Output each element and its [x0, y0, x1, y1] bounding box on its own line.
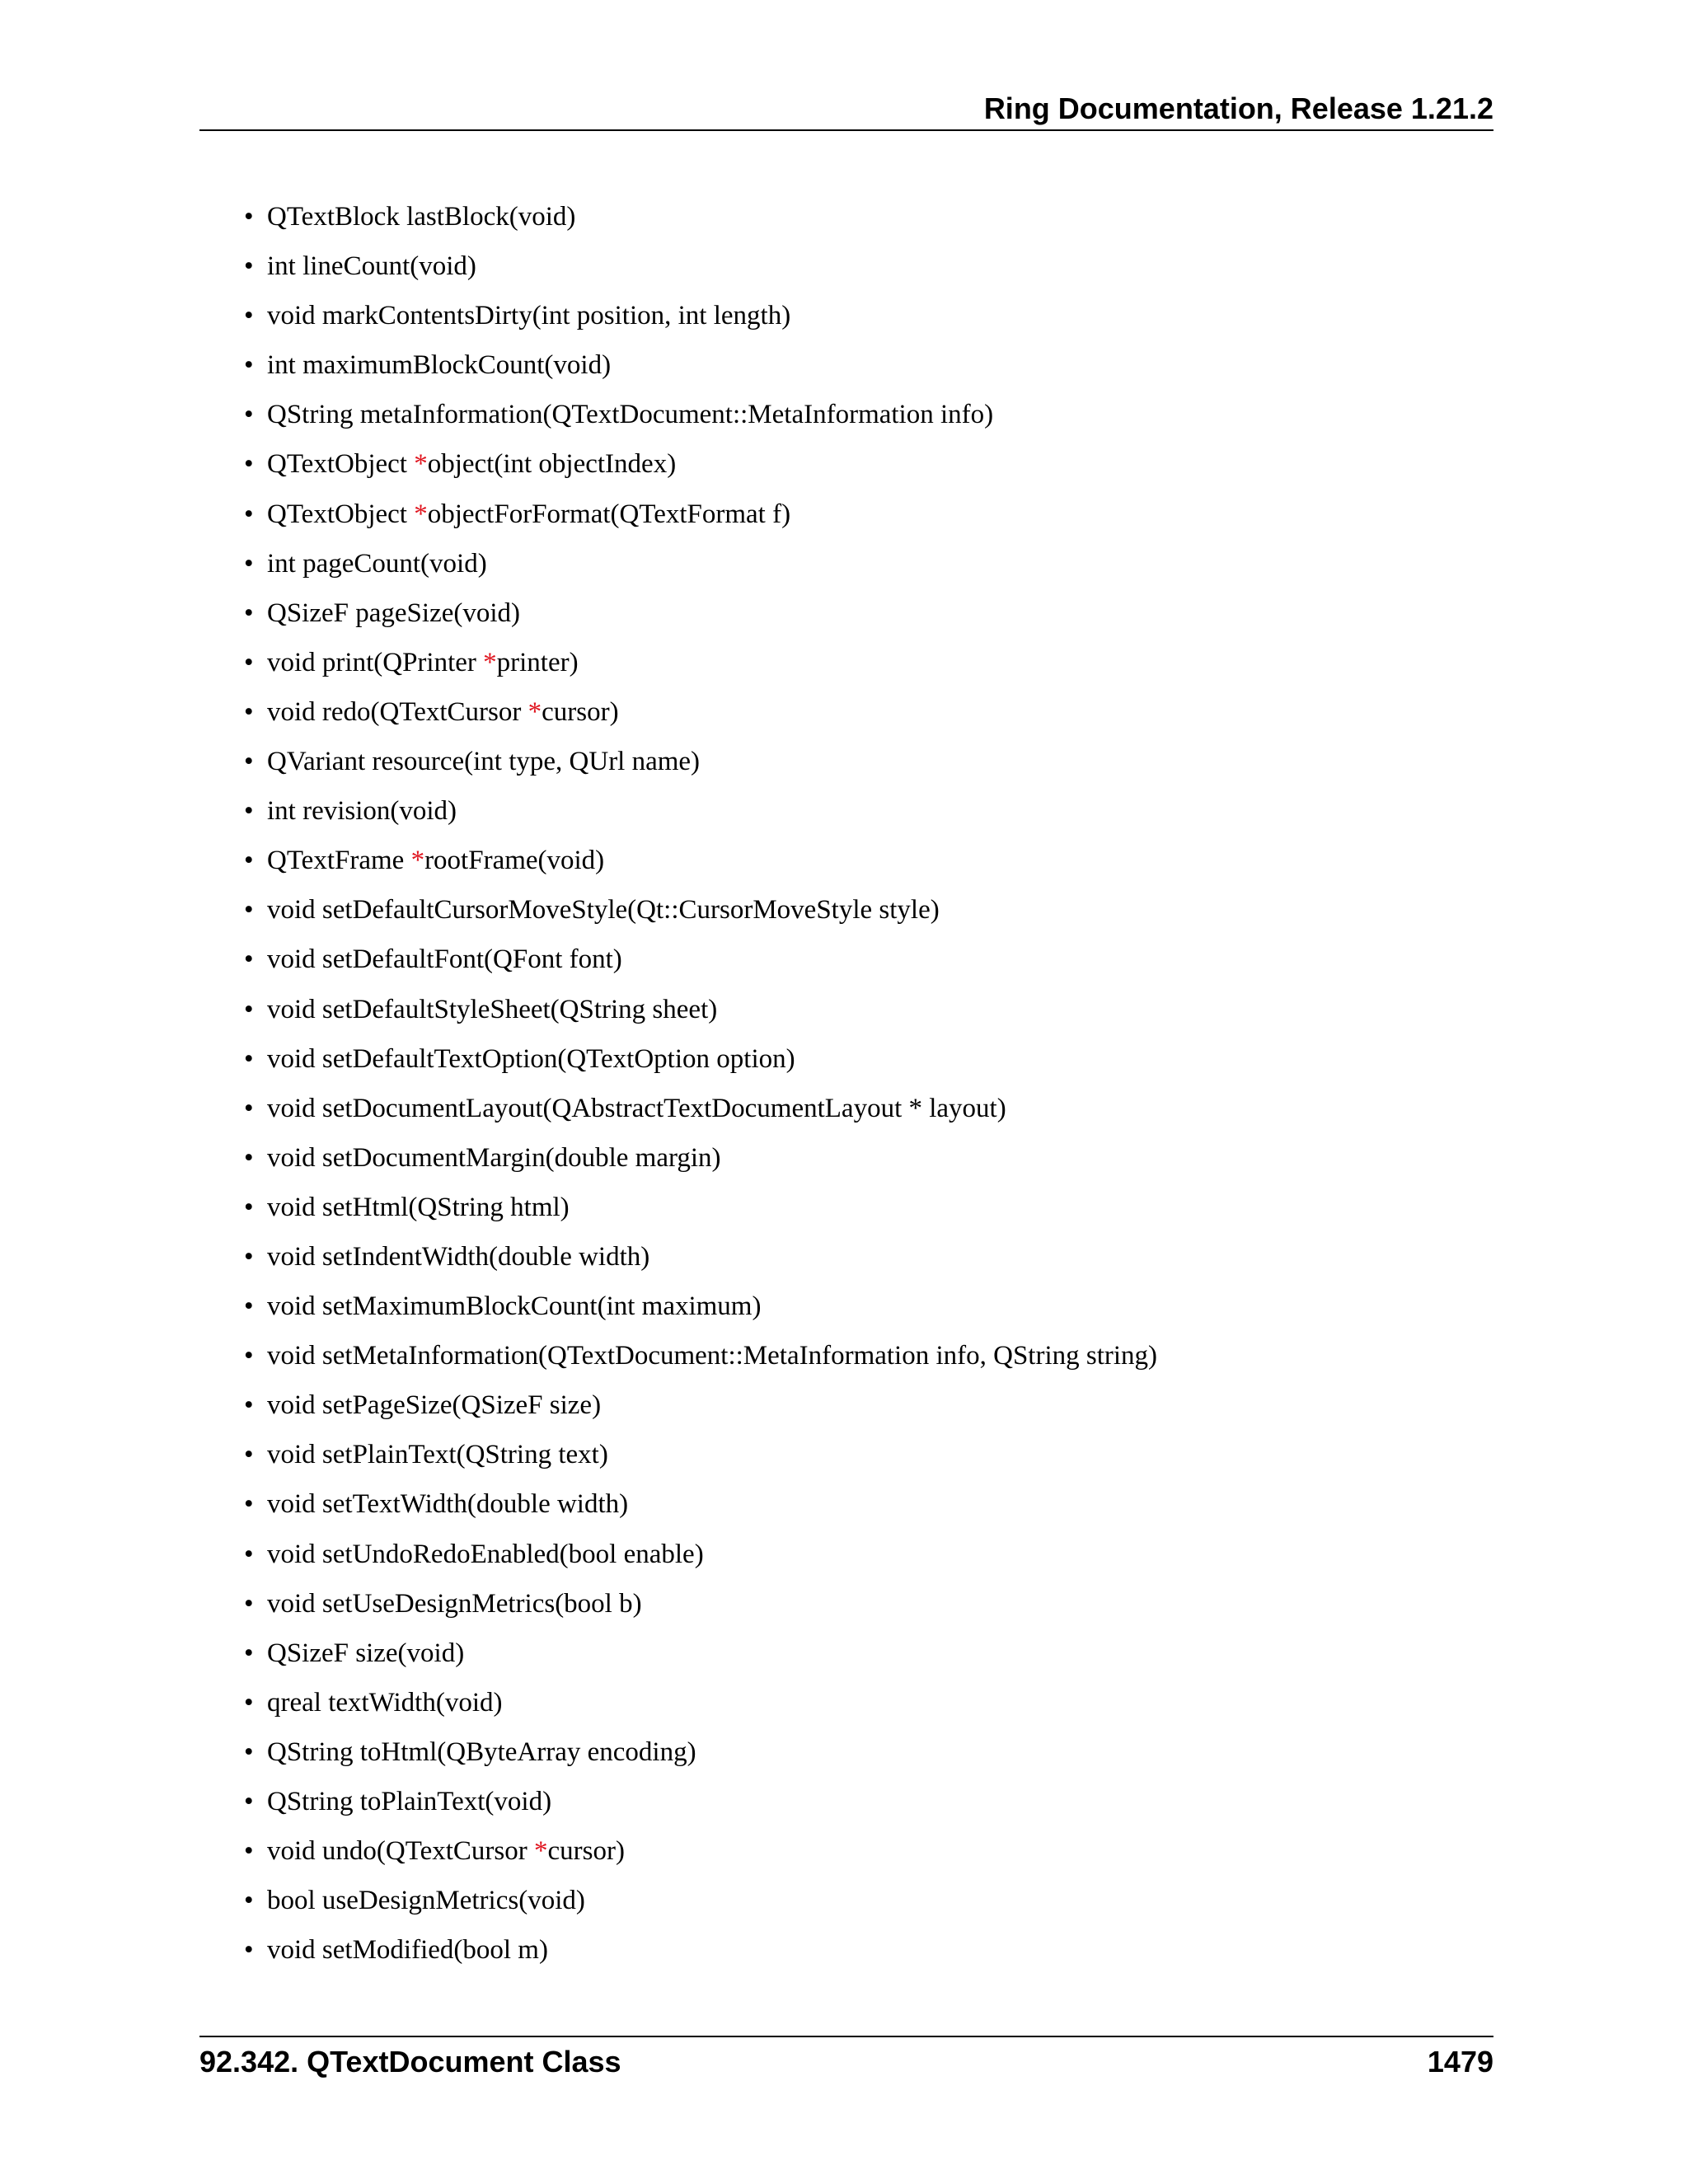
- bullet-icon: •: [244, 1142, 254, 1173]
- method-signature: void setTextWidth(double width): [267, 1489, 629, 1520]
- bullet-icon: •: [244, 796, 254, 827]
- bullet-icon: •: [244, 251, 254, 282]
- bullet-icon: •: [244, 1440, 254, 1470]
- method-signature: void setUndoRedoEnabled(bool enable): [267, 1539, 704, 1569]
- pointer-star: *: [528, 696, 542, 727]
- method-signature: void setPageSize(QSizeF size): [267, 1390, 602, 1421]
- method-signature: QTextFrame: [267, 846, 411, 876]
- bullet-icon: •: [244, 846, 254, 876]
- bullet-icon: •: [244, 1736, 254, 1767]
- method-item: [244, 691, 1157, 741]
- method-item: [244, 1286, 1157, 1335]
- method-signature: void setUseDesignMetrics(bool b): [267, 1588, 642, 1619]
- method-signature: QVariant resource(int type, QUrl name): [267, 747, 701, 777]
- method-item: [244, 790, 1157, 840]
- method-signature: void setDocumentLayout(QAbstractTextDocumentLayout * layout): [267, 1093, 1006, 1123]
- method-item: [244, 642, 1157, 691]
- method-signature: int maximumBlockCount(void): [267, 350, 612, 381]
- bullet-icon: •: [244, 499, 254, 529]
- method-item: [244, 344, 1157, 394]
- method-signature: QSizeF pageSize(void): [267, 598, 521, 628]
- bullet-icon: •: [244, 1539, 254, 1569]
- bullet-icon: •: [244, 1588, 254, 1619]
- bullet-icon: •: [244, 449, 254, 480]
- method-item: [244, 1682, 1157, 1732]
- bullet-icon: •: [244, 400, 254, 430]
- method-signature: qreal textWidth(void): [267, 1687, 503, 1718]
- method-signature-rest: printer): [496, 647, 579, 677]
- page-header: Ring Documentation, Release 1.21.2: [983, 91, 1493, 125]
- bullet-icon: •: [244, 747, 254, 777]
- bullet-icon: •: [244, 1638, 254, 1668]
- method-item: [244, 989, 1157, 1038]
- method-signature: QSizeF size(void): [267, 1638, 465, 1668]
- bullet-icon: •: [244, 202, 254, 232]
- method-item: [244, 1534, 1157, 1583]
- bullet-icon: •: [244, 1192, 254, 1222]
- method-item: [244, 1781, 1157, 1830]
- method-item: [244, 1335, 1157, 1385]
- method-item: [244, 1038, 1157, 1088]
- page-number: 1479: [1427, 2045, 1493, 2079]
- bullet-icon: •: [244, 1886, 254, 1916]
- method-signature: void setDocumentMargin(double margin): [267, 1142, 721, 1173]
- method-item: [244, 196, 1157, 246]
- method-item: [244, 1583, 1157, 1633]
- bullet-icon: •: [244, 301, 254, 331]
- method-signature: void setDefaultStyleSheet(QString sheet): [267, 994, 718, 1024]
- method-signature: void setHtml(QString html): [267, 1192, 570, 1222]
- method-item: [244, 1137, 1157, 1187]
- method-signature: void redo(QTextCursor: [267, 696, 528, 727]
- bullet-icon: •: [244, 1341, 254, 1371]
- footer-section-title: 92.342. QTextDocument Class: [199, 2045, 621, 2079]
- bullet-icon: •: [244, 598, 254, 628]
- bullet-icon: •: [244, 647, 254, 677]
- bullet-icon: •: [244, 1390, 254, 1421]
- pointer-star: *: [483, 647, 497, 677]
- method-item: [244, 1633, 1157, 1682]
- method-item: [244, 1434, 1157, 1483]
- method-signature: void print(QPrinter: [267, 647, 484, 677]
- bullet-icon: •: [244, 350, 254, 381]
- method-item: [244, 1732, 1157, 1781]
- method-signature-rest: cursor): [542, 696, 619, 727]
- bullet-icon: •: [244, 1241, 254, 1272]
- bullet-icon: •: [244, 1836, 254, 1867]
- bullet-icon: •: [244, 548, 254, 579]
- method-item: [244, 1236, 1157, 1286]
- bullet-icon: •: [244, 1489, 254, 1520]
- bullet-icon: •: [244, 1093, 254, 1123]
- method-item: [244, 939, 1157, 988]
- method-signature-rest: object(int objectIndex): [427, 449, 677, 480]
- method-item: [244, 1483, 1157, 1533]
- method-item: [244, 246, 1157, 295]
- bullet-icon: •: [244, 1935, 254, 1966]
- bullet-icon: •: [244, 1687, 254, 1718]
- method-signature: int pageCount(void): [267, 548, 487, 579]
- method-signature: void undo(QTextCursor: [267, 1836, 534, 1867]
- bullet-icon: •: [244, 895, 254, 926]
- bullet-icon: •: [244, 944, 254, 975]
- method-item: [244, 394, 1157, 443]
- method-item: [244, 840, 1157, 889]
- method-item: [244, 443, 1157, 493]
- bullet-icon: •: [244, 1043, 254, 1074]
- method-signature: void setDefaultFont(QFont font): [267, 944, 622, 975]
- method-signature: void setPlainText(QString text): [267, 1440, 608, 1470]
- pointer-star: *: [414, 449, 428, 480]
- method-item: [244, 889, 1157, 939]
- pointer-star: *: [414, 499, 428, 529]
- method-signature: QString toHtml(QByteArray encoding): [267, 1736, 696, 1767]
- bullet-icon: •: [244, 1291, 254, 1322]
- header-rule: [199, 129, 1493, 131]
- method-item: [244, 1830, 1157, 1880]
- bullet-icon: •: [244, 994, 254, 1024]
- method-list: [244, 196, 1157, 1979]
- method-signature: QString metaInformation(QTextDocument::MetaInformation info): [267, 400, 994, 430]
- method-item: [244, 1929, 1157, 1979]
- method-item: [244, 494, 1157, 543]
- method-signature: void setMetaInformation(QTextDocument::MetaInformation info, QString string): [267, 1341, 1158, 1371]
- pointer-star: *: [410, 846, 425, 876]
- method-signature: QTextObject: [267, 499, 415, 529]
- method-signature: void setIndentWidth(double width): [267, 1241, 650, 1272]
- method-signature: QTextObject: [267, 449, 415, 480]
- method-signature-rest: rootFrame(void): [424, 846, 605, 876]
- method-item: [244, 295, 1157, 344]
- method-signature: void setDefaultCursorMoveStyle(Qt::CursorMoveStyle style): [267, 895, 940, 926]
- method-item: [244, 741, 1157, 790]
- method-item: [244, 1385, 1157, 1434]
- method-item: [244, 543, 1157, 593]
- pointer-star: *: [534, 1836, 548, 1867]
- method-signature: bool useDesignMetrics(void): [267, 1886, 585, 1916]
- footer-rule: [199, 2036, 1493, 2037]
- method-item: [244, 1187, 1157, 1236]
- method-signature: void setModified(bool m): [267, 1935, 548, 1966]
- method-signature: int revision(void): [267, 796, 457, 827]
- method-signature: void setMaximumBlockCount(int maximum): [267, 1291, 762, 1322]
- method-item: [244, 593, 1157, 642]
- method-signature-rest: cursor): [547, 1836, 625, 1867]
- method-signature: int lineCount(void): [267, 251, 476, 282]
- bullet-icon: •: [244, 1787, 254, 1816]
- bullet-icon: •: [244, 696, 254, 727]
- method-signature-rest: objectForFormat(QTextFormat f): [427, 499, 791, 529]
- method-item: [244, 1088, 1157, 1137]
- method-signature: QString toPlainText(void): [267, 1787, 552, 1816]
- method-signature: void setDefaultTextOption(QTextOption option): [267, 1043, 795, 1074]
- method-signature: void markContentsDirty(int position, int length): [267, 301, 791, 331]
- method-item: [244, 1880, 1157, 1929]
- method-signature: QTextBlock lastBlock(void): [267, 202, 576, 232]
